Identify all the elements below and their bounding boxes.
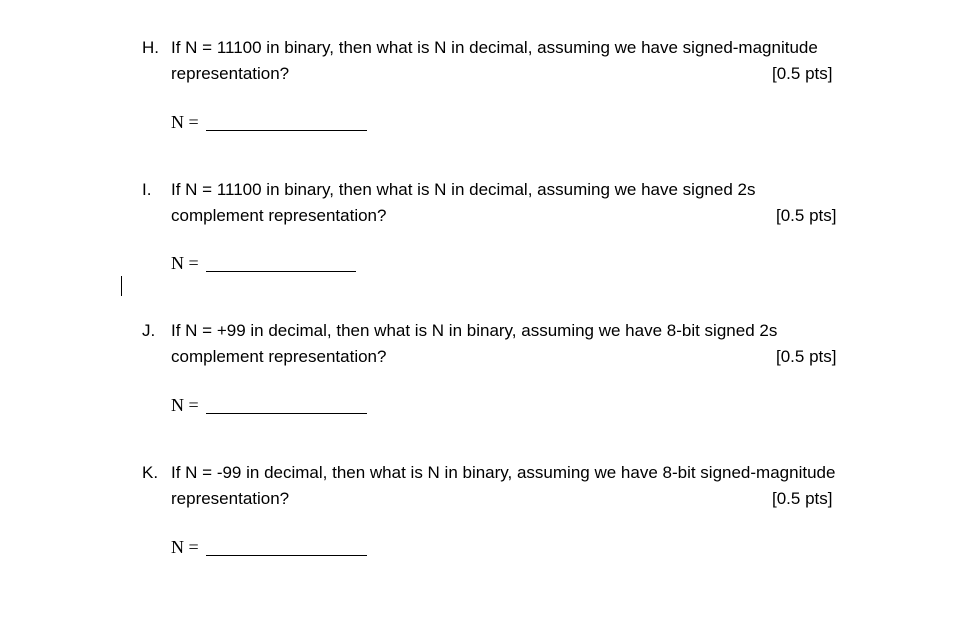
points-label: [0.5 pts] <box>776 347 837 366</box>
question-text-line1: If N = +99 in decimal, then what is N in binary, assuming we have 8-bit signed 2s <box>171 321 778 340</box>
answer-blank-line[interactable] <box>206 271 356 272</box>
answer-blank-line[interactable] <box>206 413 367 414</box>
question-letter: I. <box>142 180 152 199</box>
question-text-line2: representation? <box>171 64 290 83</box>
text-cursor <box>121 276 122 296</box>
question-letter: H. <box>142 38 159 57</box>
points-label: [0.5 pts] <box>772 489 833 508</box>
answer-label: N = <box>171 537 199 557</box>
question-text-line1: If N = 11100 in binary, then what is N in decimal, assuming we have signed 2s <box>171 180 756 199</box>
question-text-line2: complement representation? <box>171 347 387 366</box>
points-label: [0.5 pts] <box>772 64 833 83</box>
question-text-line2: representation? <box>171 489 290 508</box>
answer-blank-line[interactable] <box>206 555 367 556</box>
answer-label: N = <box>171 395 199 415</box>
question-text-line2: complement representation? <box>171 206 387 225</box>
answer-blank-line[interactable] <box>206 130 367 131</box>
answer-label: N = <box>171 253 199 273</box>
question-letter: K. <box>142 463 159 482</box>
answer-label: N = <box>171 112 199 132</box>
question-text-line1: If N = -99 in decimal, then what is N in binary, assuming we have 8-bit signed-magnitude <box>171 463 836 482</box>
question-letter: J. <box>142 321 156 340</box>
points-label: [0.5 pts] <box>776 206 837 225</box>
question-text-line1: If N = 11100 in binary, then what is N in decimal, assuming we have signed-magnitude <box>171 38 818 57</box>
